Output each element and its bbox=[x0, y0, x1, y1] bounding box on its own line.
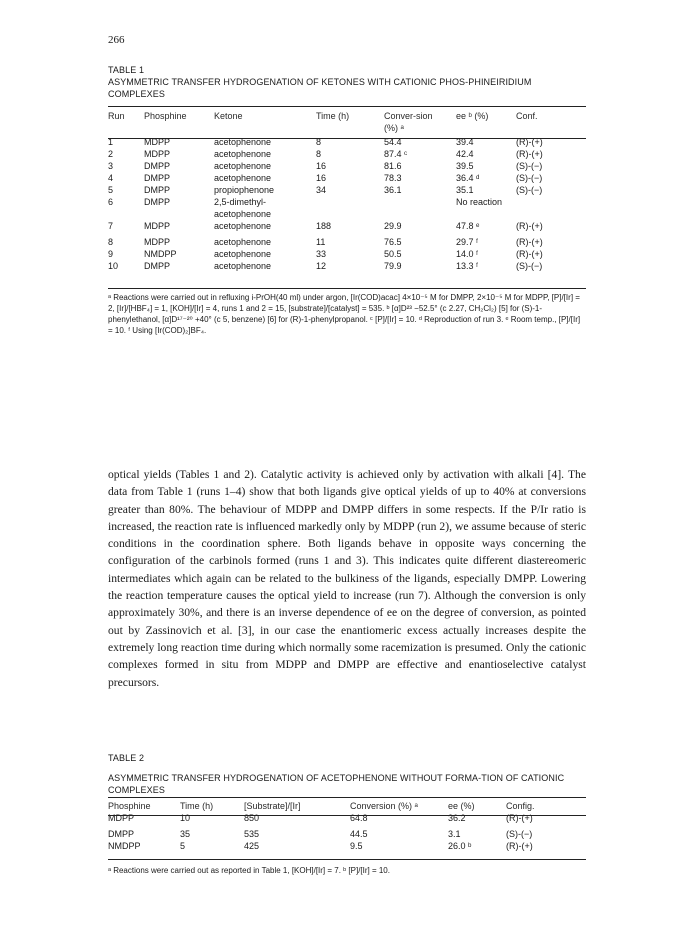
table1-cell-conf: (S)-(−) bbox=[516, 173, 543, 183]
table1-cell-run: 7 bbox=[108, 221, 114, 231]
table2-footnote: ᵃ Reactions were carried out as reported in Table 1, [KOH]/[Ir] = 7. ᵇ [P]/[Ir] = 10. bbox=[108, 866, 390, 875]
table2-row bbox=[108, 840, 586, 852]
table2-cell-time: 5 bbox=[180, 841, 186, 851]
table1-cell-conversion: 29.9 bbox=[384, 221, 402, 231]
table1-cell-phosphine: MDPP bbox=[144, 221, 171, 231]
table1-cell-time: 34 bbox=[316, 185, 327, 195]
table2-cell-time: 10 bbox=[180, 813, 191, 823]
table2-bottom-rule bbox=[108, 859, 586, 860]
table1-header-ketone: Ketone bbox=[214, 111, 243, 121]
table1-cell-phosphine: DMPP bbox=[144, 261, 171, 271]
table1-header-ee: ee ᵇ (%) bbox=[456, 111, 489, 121]
table2-cell-phosphine: DMPP bbox=[108, 829, 135, 839]
table1-cell-conf: (R)-(+) bbox=[516, 149, 543, 159]
table1-cell-run: 4 bbox=[108, 173, 114, 183]
table1-cell-phosphine: DMPP bbox=[144, 185, 171, 195]
table1-cell-ketone: acetophenone bbox=[214, 161, 272, 171]
table1-cell-conf bbox=[506, 208, 586, 220]
table1-cell-conf: (R)-(+) bbox=[516, 237, 543, 247]
table1-cell-ee: 42.4 bbox=[456, 149, 474, 159]
table2-header-time: Time (h) bbox=[180, 801, 214, 811]
table2-body bbox=[108, 812, 586, 852]
table1-cell-run: 2 bbox=[108, 149, 114, 159]
table1-cell-time: 16 bbox=[316, 161, 327, 171]
table1-cell-phosphine: MDPP bbox=[144, 149, 171, 159]
table1-cell-run: 6 bbox=[108, 197, 114, 207]
table1-cell-time: 8 bbox=[316, 137, 322, 147]
table1-cell-ketone: acetophenone bbox=[214, 149, 272, 159]
table2-header-row bbox=[108, 800, 586, 812]
table1-cell-run: 8 bbox=[108, 237, 114, 247]
table1-cell-conf: (R)-(+) bbox=[516, 221, 543, 231]
table1-cell-ee bbox=[456, 208, 506, 220]
table2-header-ratio: [Substrate]/[Ir] bbox=[244, 801, 301, 811]
table1-cell-ketone: 2,5-dimethyl- bbox=[214, 197, 267, 207]
table1-cell-ee: 29.7 ᶠ bbox=[456, 237, 479, 247]
table1-cell-ketone: acetophenone bbox=[214, 173, 272, 183]
table1-body bbox=[108, 136, 586, 272]
table1-cell-time: 16 bbox=[316, 173, 327, 183]
table1-row bbox=[108, 236, 586, 248]
table1-cell-run: 1 bbox=[108, 137, 114, 147]
table1-cell-ketone: acetophenone bbox=[214, 261, 272, 271]
table1-cell-phosphine: NMDPP bbox=[144, 249, 177, 259]
table1-cell-conf: (S)-(−) bbox=[516, 185, 543, 195]
table1-cell-conversion: 78.3 bbox=[384, 173, 402, 183]
table1-cell-conf: (S)-(−) bbox=[516, 261, 543, 271]
page-number: 266 bbox=[108, 34, 125, 46]
table1-cell-run: 5 bbox=[108, 185, 114, 195]
body-paragraph: optical yields (Tables 1 and 2). Catalytic activity is achieved only by activation with alkali [4]. The data from Table 1 (runs 1–4) show that both ligands give optical yields of up to 40% at conversions greater than 80%. The behaviour of MDPP and DMPP differs in some respects. If the P/Ir ratio is increased, the reaction rate is influenced markedly only by MDPP (run 2), we assume because of steric conditions in the coordination sphere. Both ligands behave in opposite ways concerning the configuration of the carbinols formed (runs 1 and 3). This indicates quite different diastereomeric intermediates which again can be related to the bulkiness of the ligands, especially DMPP. Lowering the reaction temperature causes the optical yield to increase (run 7). Although the conversion is only approximately 30%, and there is an inverse dependence of ee on the degree of conversion, as pointed out by Zassinovich et al. [3], in our case the enantiomeric excess actually increases despite the extremely long reaction time during which normally some racemization is presumed. Only the cationic complexes formed in situ from MDPP and DMPP are effective and enantioselective catalyst precursors. bbox=[108, 468, 586, 689]
table2-label: TABLE 2 bbox=[108, 753, 145, 763]
table1-row bbox=[108, 184, 586, 196]
table1-cell-ketone: acetophenone bbox=[214, 221, 272, 231]
table2-cell-config: (R)-(+) bbox=[506, 813, 533, 823]
table1-cell-conversion bbox=[384, 208, 456, 220]
table1-cell-conf: (S)-(−) bbox=[516, 161, 543, 171]
table1-cell-time bbox=[316, 196, 384, 208]
table1-header-time: Time (h) bbox=[316, 111, 350, 121]
table2-title: ASYMMETRIC TRANSFER HYDROGENATION OF ACETOPHENONE WITHOUT FORMA-TION OF CATIONIC COMPLEXES bbox=[108, 773, 565, 795]
table1-cell-time: 8 bbox=[316, 149, 322, 159]
table1-cell-run: 9 bbox=[108, 249, 114, 259]
table1-cell-phosphine: MDPP bbox=[144, 137, 171, 147]
table1-cell-ee: 14.0 ᶠ bbox=[456, 249, 479, 259]
table1-header-phosphine: Phosphine bbox=[144, 111, 187, 121]
table1-row bbox=[108, 172, 586, 184]
table1-cell-phosphine: DMPP bbox=[144, 173, 171, 183]
table1-cell-run: 10 bbox=[108, 261, 119, 271]
table1-top-rule bbox=[108, 106, 586, 107]
table1-header-rule bbox=[108, 138, 586, 139]
table1-row bbox=[108, 260, 586, 272]
table2-cell-ratio: 535 bbox=[244, 829, 260, 839]
table1-row bbox=[108, 220, 586, 236]
table1-cell-ee: 39.4 bbox=[456, 137, 474, 147]
table1-cell-ee: 35.1 bbox=[456, 185, 474, 195]
table2-header-conversion: Conversion (%) ᵃ bbox=[350, 801, 418, 811]
table2-cell-ratio: 425 bbox=[244, 841, 260, 851]
table1-caption bbox=[108, 64, 586, 100]
table1-cell-conversion: 81.6 bbox=[384, 161, 402, 171]
table1-cell-run bbox=[108, 208, 144, 220]
table1-row bbox=[108, 248, 586, 260]
table1-cell-time bbox=[316, 208, 384, 220]
table1-cell-ee: 47.8 ᵉ bbox=[456, 221, 480, 231]
table2-cell-conversion: 9.5 bbox=[350, 841, 363, 851]
table2-caption bbox=[108, 752, 586, 796]
table1-cell-phosphine: MDPP bbox=[144, 237, 171, 247]
table1-header-conversion: Conver-sion (%) ᵃ bbox=[384, 111, 433, 133]
table1-cell-conversion: 36.1 bbox=[384, 185, 402, 195]
table2 bbox=[108, 800, 586, 852]
table2-header-phosphine: Phosphine bbox=[108, 801, 151, 811]
table2-cell-phosphine: NMDPP bbox=[108, 841, 141, 851]
table1-cell-conversion: 76.5 bbox=[384, 237, 402, 247]
table2-cell-ee: 26.0 ᵇ bbox=[448, 841, 472, 851]
table1-cell-ee: 39.5 bbox=[456, 161, 474, 171]
table1-cell-ee: 36.4 ᵈ bbox=[456, 173, 480, 183]
table1-cell-ketone: acetophenone bbox=[214, 249, 272, 259]
table1-cell-phosphine: DMPP bbox=[144, 197, 171, 207]
table1-cell-conversion: 79.9 bbox=[384, 261, 402, 271]
table2-cell-time: 35 bbox=[180, 829, 191, 839]
table1-row bbox=[108, 148, 586, 160]
table1-label: TABLE 1 bbox=[108, 65, 145, 75]
table1-cell-ketone: acetophenone bbox=[214, 209, 272, 219]
table1-row bbox=[108, 160, 586, 172]
table1-bottom-rule bbox=[108, 288, 586, 289]
table2-cell-ratio: 850 bbox=[244, 813, 260, 823]
table1-cell-ee: 13.3 ᶠ bbox=[456, 261, 479, 271]
table2-cell-config: (R)-(+) bbox=[506, 841, 533, 851]
table1 bbox=[108, 110, 586, 272]
table2-cell-conversion: 44.5 bbox=[350, 829, 368, 839]
table1-cell-ketone: acetophenone bbox=[214, 137, 272, 147]
table1-cell-conversion: 54.4 bbox=[384, 137, 402, 147]
table1-header-conf: Conf. bbox=[516, 111, 538, 121]
table2-header-config: Config. bbox=[506, 801, 535, 811]
table1-cell-time: 188 bbox=[316, 221, 332, 231]
table2-header-rule bbox=[108, 815, 586, 816]
table1-cell-run: 3 bbox=[108, 161, 114, 171]
table2-header-ee: ee (%) bbox=[448, 801, 475, 811]
table1-header-run: Run bbox=[108, 111, 125, 121]
table2-cell-phosphine: MDPP bbox=[108, 813, 135, 823]
table1-row bbox=[108, 196, 586, 208]
table2-cell-ee: 3.1 bbox=[448, 829, 461, 839]
table1-cell-conversion: 50.5 bbox=[384, 249, 402, 259]
table1-cell-phosphine bbox=[144, 208, 214, 220]
table1-cell-ee: No reaction bbox=[456, 197, 503, 207]
table2-cell-config: (S)-(−) bbox=[506, 829, 533, 839]
table1-cell-conf: (R)-(+) bbox=[516, 137, 543, 147]
table1-cell-conversion: 87.4 ᶜ bbox=[384, 149, 408, 159]
table1-cell-conversion bbox=[384, 196, 456, 208]
table1-cell-time: 12 bbox=[316, 261, 327, 271]
table1-cell-ketone: propiophenone bbox=[214, 185, 275, 195]
table1-footnote: ᵃ Reactions were carried out in refluxing i-PrOH(40 ml) under argon, [Ir(COD)acac] 4×10⁻⁵ M for DMPP, 2×10⁻⁵ M for MDPP, [P]/[Ir] = 2, [Ir]/[HBF₄] = 1, [KOH]/[Ir] = 4, runs 1 and 2 = 15, [substrate]/[catalyst] = 535. ᵇ [α]D²³ −52.5° (c 2.27, CH₂Cl₂) [5] for (S)-1-phenylethanol, [α]D¹⁷⁻²⁰ +40° (c 5, benzene) [6] for (R)-1-phenylpropanol. ᶜ [P]/[Ir] = 10. ᵈ Reproduction of run 3. ᵉ Room temp., [P]/[Ir] = 10. ᶠ Using [Ir(COD)₂]BF₄. bbox=[108, 293, 581, 335]
table1-cell-ketone: acetophenone bbox=[214, 237, 272, 247]
table1-cell-conf: (R)-(+) bbox=[516, 249, 543, 259]
table1-header-row bbox=[108, 110, 586, 136]
table2-top-rule bbox=[108, 797, 586, 798]
table1-cell-phosphine: DMPP bbox=[144, 161, 171, 171]
table1-cell-time: 33 bbox=[316, 249, 327, 259]
table2-cell-ee: 36.2 bbox=[448, 813, 466, 823]
table1-row bbox=[108, 208, 586, 220]
table2-cell-conversion: 64.8 bbox=[350, 813, 368, 823]
table1-title: ASYMMETRIC TRANSFER HYDROGENATION OF KETONES WITH CATIONIC PHOS-PHINEIRIDIUM COMPLEXES bbox=[108, 77, 532, 99]
table1-cell-time: 11 bbox=[316, 237, 326, 247]
table2-row bbox=[108, 828, 586, 840]
